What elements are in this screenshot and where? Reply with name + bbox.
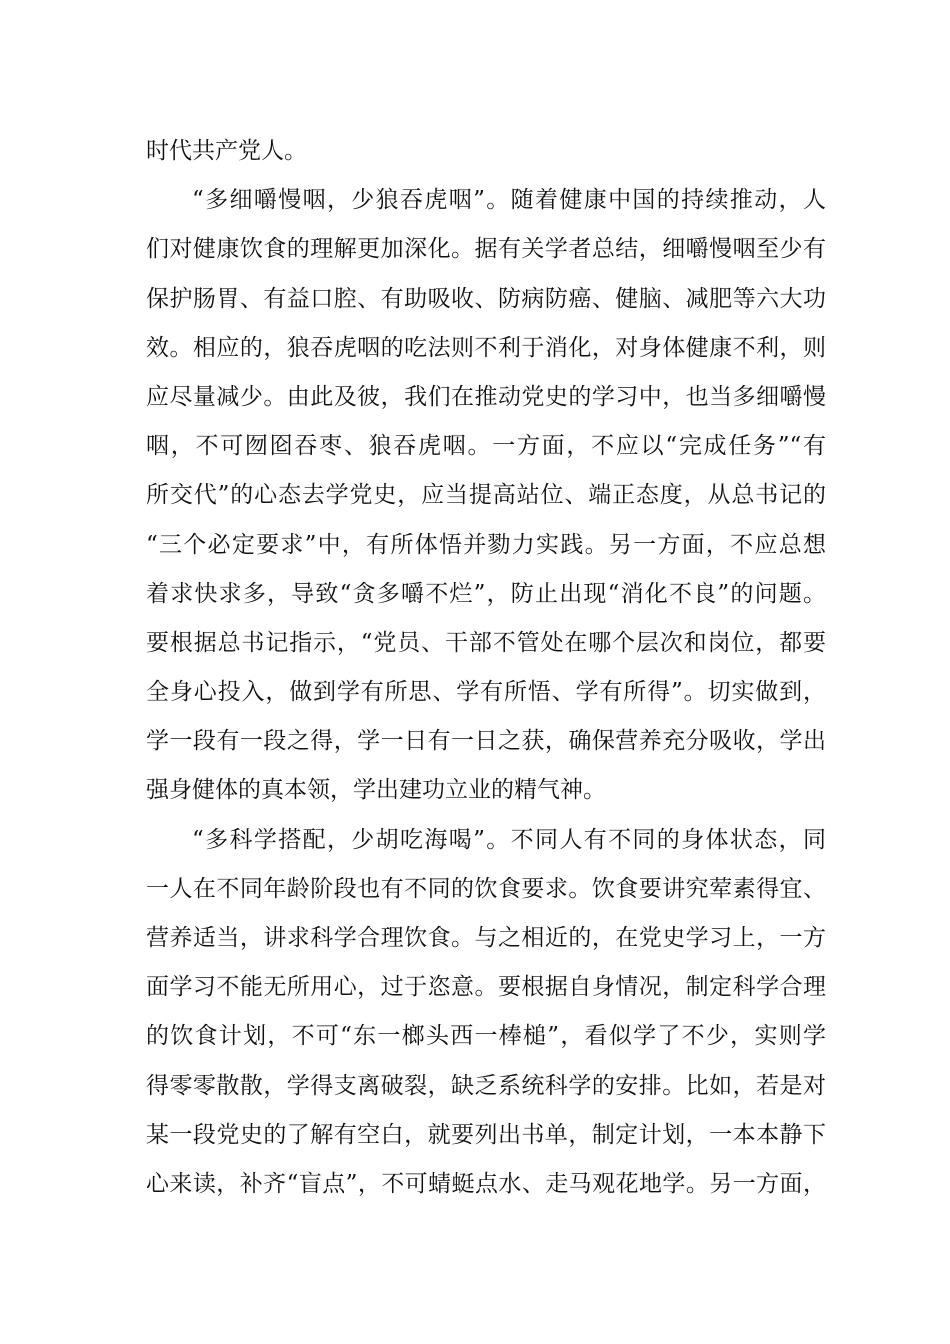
text-line: 着求快求多，导致“贪多嚼不烂”，防止出现“消化不良”的问题。 xyxy=(146,580,826,607)
text-line: 效。相应的，狼吞虎咽的吃法则不利于消化，对身体健康不利，则 xyxy=(146,334,826,361)
text-line: 某一段党史的了解有空白，就要列出书单，制定计划，一本本静下 xyxy=(146,1121,826,1148)
text-line: “三个必定要求”中，有所体悟并勠力实践。另一方面，不应总想 xyxy=(146,531,826,558)
text-line: 营养适当，讲求科学合理饮食。与之相近的，在党史学习上，一方 xyxy=(146,925,826,951)
body-text xyxy=(146,127,826,1209)
text-line: 们对健康饮食的理解更加深化。据有关学者总结，细嚼慢咽至少有 xyxy=(146,236,826,263)
text-line: 保护肠胃、有益口腔、有助吸收、防病防癌、健脑、减肥等六大功 xyxy=(146,285,826,312)
text-line: 的饮食计划，不可“东一榔头西一棒槌”，看似学了不少，实则学 xyxy=(146,1023,826,1050)
text-line: 学一段有一段之得，学一日有一日之获，确保营养充分吸收，学出 xyxy=(146,728,826,755)
text-line: 心来读，补齐“盲点”，不可蜻蜓点水、走马观花地学。另一方面， xyxy=(146,1170,826,1197)
text-line: 强身健体的真本领，学出建功立业的精气神。 xyxy=(146,777,606,804)
text-line: 一人在不同年龄阶段也有不同的饮食要求。饮食要讲究荤素得宜、 xyxy=(146,875,826,902)
text-line: 应尽量减少。由此及彼，我们在推动党史的学习中，也当多细嚼慢 xyxy=(146,383,826,410)
text-line: 时代共产党人。 xyxy=(146,138,307,164)
text-line: 所交代”的心态去学党史，应当提高站位、端正态度，从总书记的 xyxy=(146,482,826,509)
text-line: 要根据总书记指示，“党员、干部不管处在哪个层次和岗位，都要 xyxy=(146,629,826,656)
text-line: 得零零散散，学得支离破裂，缺乏系统科学的安排。比如，若是对 xyxy=(146,1072,826,1099)
text-line: 面学习不能无所用心，过于恣意。要根据自身情况，制定科学合理 xyxy=(146,974,826,1001)
text-line: 咽，不可囫囵吞枣、狼吞虎咽。一方面，不应以“完成任务”“有 xyxy=(146,433,826,460)
paragraph-start-line: “多科学搭配，少胡吃海喝”。不同人有不同的身体状态，同 xyxy=(192,826,826,853)
paragraph-start-line: “多细嚼慢咽，少狼吞虎咽”。随着健康中国的持续推动，人 xyxy=(192,187,826,214)
text-line: 全身心投入，做到学有所思、学有所悟、学有所得”。切实做到， xyxy=(146,679,826,706)
